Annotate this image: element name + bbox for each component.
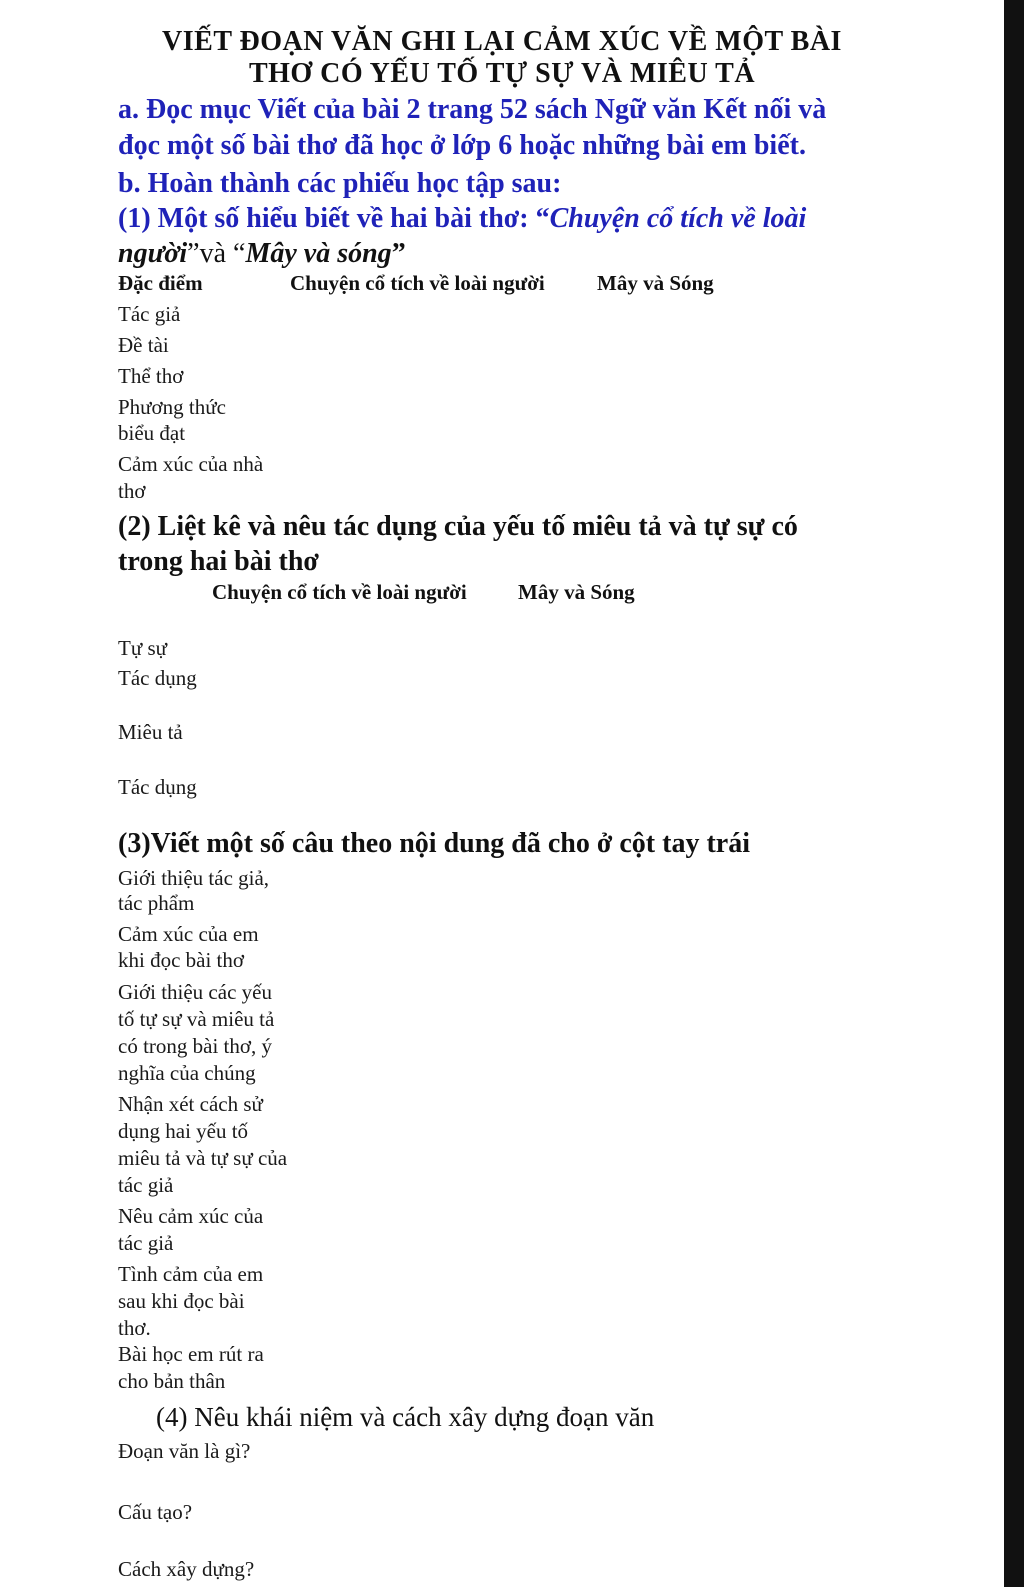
table2-header-poem1: Chuyện cổ tích về loài người	[212, 580, 467, 604]
section3-line: khi đọc bài thơ	[118, 948, 244, 972]
table1-header-features: Đặc điểm	[118, 271, 203, 295]
table1-row-label: Tác giả	[118, 302, 181, 326]
table2-row-label: Miêu tả	[118, 720, 183, 744]
section3-line: Giới thiệu các yếu	[118, 980, 272, 1004]
section3-line: Nêu cảm xúc của	[118, 1204, 264, 1228]
section3-line: nghĩa của chúng	[118, 1061, 256, 1085]
page-title-line1: VIẾT ĐOẠN VĂN GHI LẠI CẢM XÚC VỀ MỘT BÀI	[162, 26, 842, 57]
table2-row-label: Tác dụng	[118, 666, 197, 690]
section2-heading-line2: trong hai bài thơ	[118, 546, 319, 577]
table2-row-label: Tác dụng	[118, 775, 197, 799]
section3-line: Cảm xúc của em	[118, 922, 259, 946]
table2-row-label: Tự sự	[118, 636, 168, 660]
page-title-line2: THƠ CÓ YẾU TỐ TỰ SỰ VÀ MIÊU TẢ	[248, 58, 756, 89]
section3-line: Nhận xét cách sử	[118, 1092, 263, 1116]
section3-line: dụng hai yếu tố	[118, 1119, 249, 1143]
section3-line: miêu tả và tự sự của	[118, 1146, 288, 1170]
table1-row-label: Phương thức	[118, 395, 226, 419]
section3-line: Tình cảm của em	[118, 1262, 264, 1286]
table1-row-label: Đề tài	[118, 333, 169, 357]
section1-heading-line2: người”và “Mây và sóng”	[118, 238, 406, 269]
section3-line: tác phẩm	[118, 891, 195, 915]
section3-line: Bài học em rút ra	[118, 1342, 264, 1366]
table1-header-poem1: Chuyện cổ tích về loài người	[290, 271, 545, 295]
instruction-a-line2: đọc một số bài thơ đã học ở lớp 6 hoặc những bài em biết.	[118, 130, 806, 161]
instruction-b: b. Hoàn thành các phiếu học tập sau:	[118, 168, 562, 199]
section4-question-definition: Đoạn văn là gì?	[118, 1439, 251, 1463]
table1-row-label: thơ	[118, 479, 146, 503]
section4-heading: (4) Nêu khái niệm và cách xây dựng đoạn văn	[156, 1402, 655, 1432]
section3-line: có trong bài thơ, ý	[118, 1034, 272, 1058]
section1-heading-line1: (1) Một số hiểu biết về hai bài thơ: “Chuyện cổ tích về loài	[118, 203, 807, 234]
table1-row-label: Thể thơ	[118, 364, 184, 388]
section4-question-structure: Cấu tạo?	[118, 1500, 193, 1524]
section2-heading-line1: (2) Liệt kê và nêu tác dụng của yếu tố miêu tả và tự sự có	[118, 511, 798, 542]
table1-row-label: biểu đạt	[118, 421, 186, 445]
section3-heading: (3)Viết một số câu theo nội dung đã cho ở cột tay trái	[118, 828, 750, 859]
table2-header-poem2: Mây và Sóng	[518, 580, 635, 604]
table1-row-label: Cảm xúc của nhà	[118, 452, 264, 476]
section3-line: sau khi đọc bài	[118, 1289, 245, 1313]
section3-line: tác giả	[118, 1173, 174, 1197]
section3-line: tác giả	[118, 1231, 174, 1255]
section4-question-method: Cách xây dựng?	[118, 1557, 255, 1581]
section3-line: tố tự sự và miêu tả	[118, 1007, 275, 1031]
page-edge-border	[1004, 0, 1024, 1587]
section3-line: thơ.	[118, 1316, 151, 1340]
section3-line: Giới thiệu tác giả,	[118, 866, 270, 890]
section3-line: cho bản thân	[118, 1369, 226, 1393]
table1-header-poem2: Mây và Sóng	[597, 271, 714, 295]
instruction-a-line1: a. Đọc mục Viết của bài 2 trang 52 sách Ngữ văn Kết nối và	[118, 94, 827, 125]
